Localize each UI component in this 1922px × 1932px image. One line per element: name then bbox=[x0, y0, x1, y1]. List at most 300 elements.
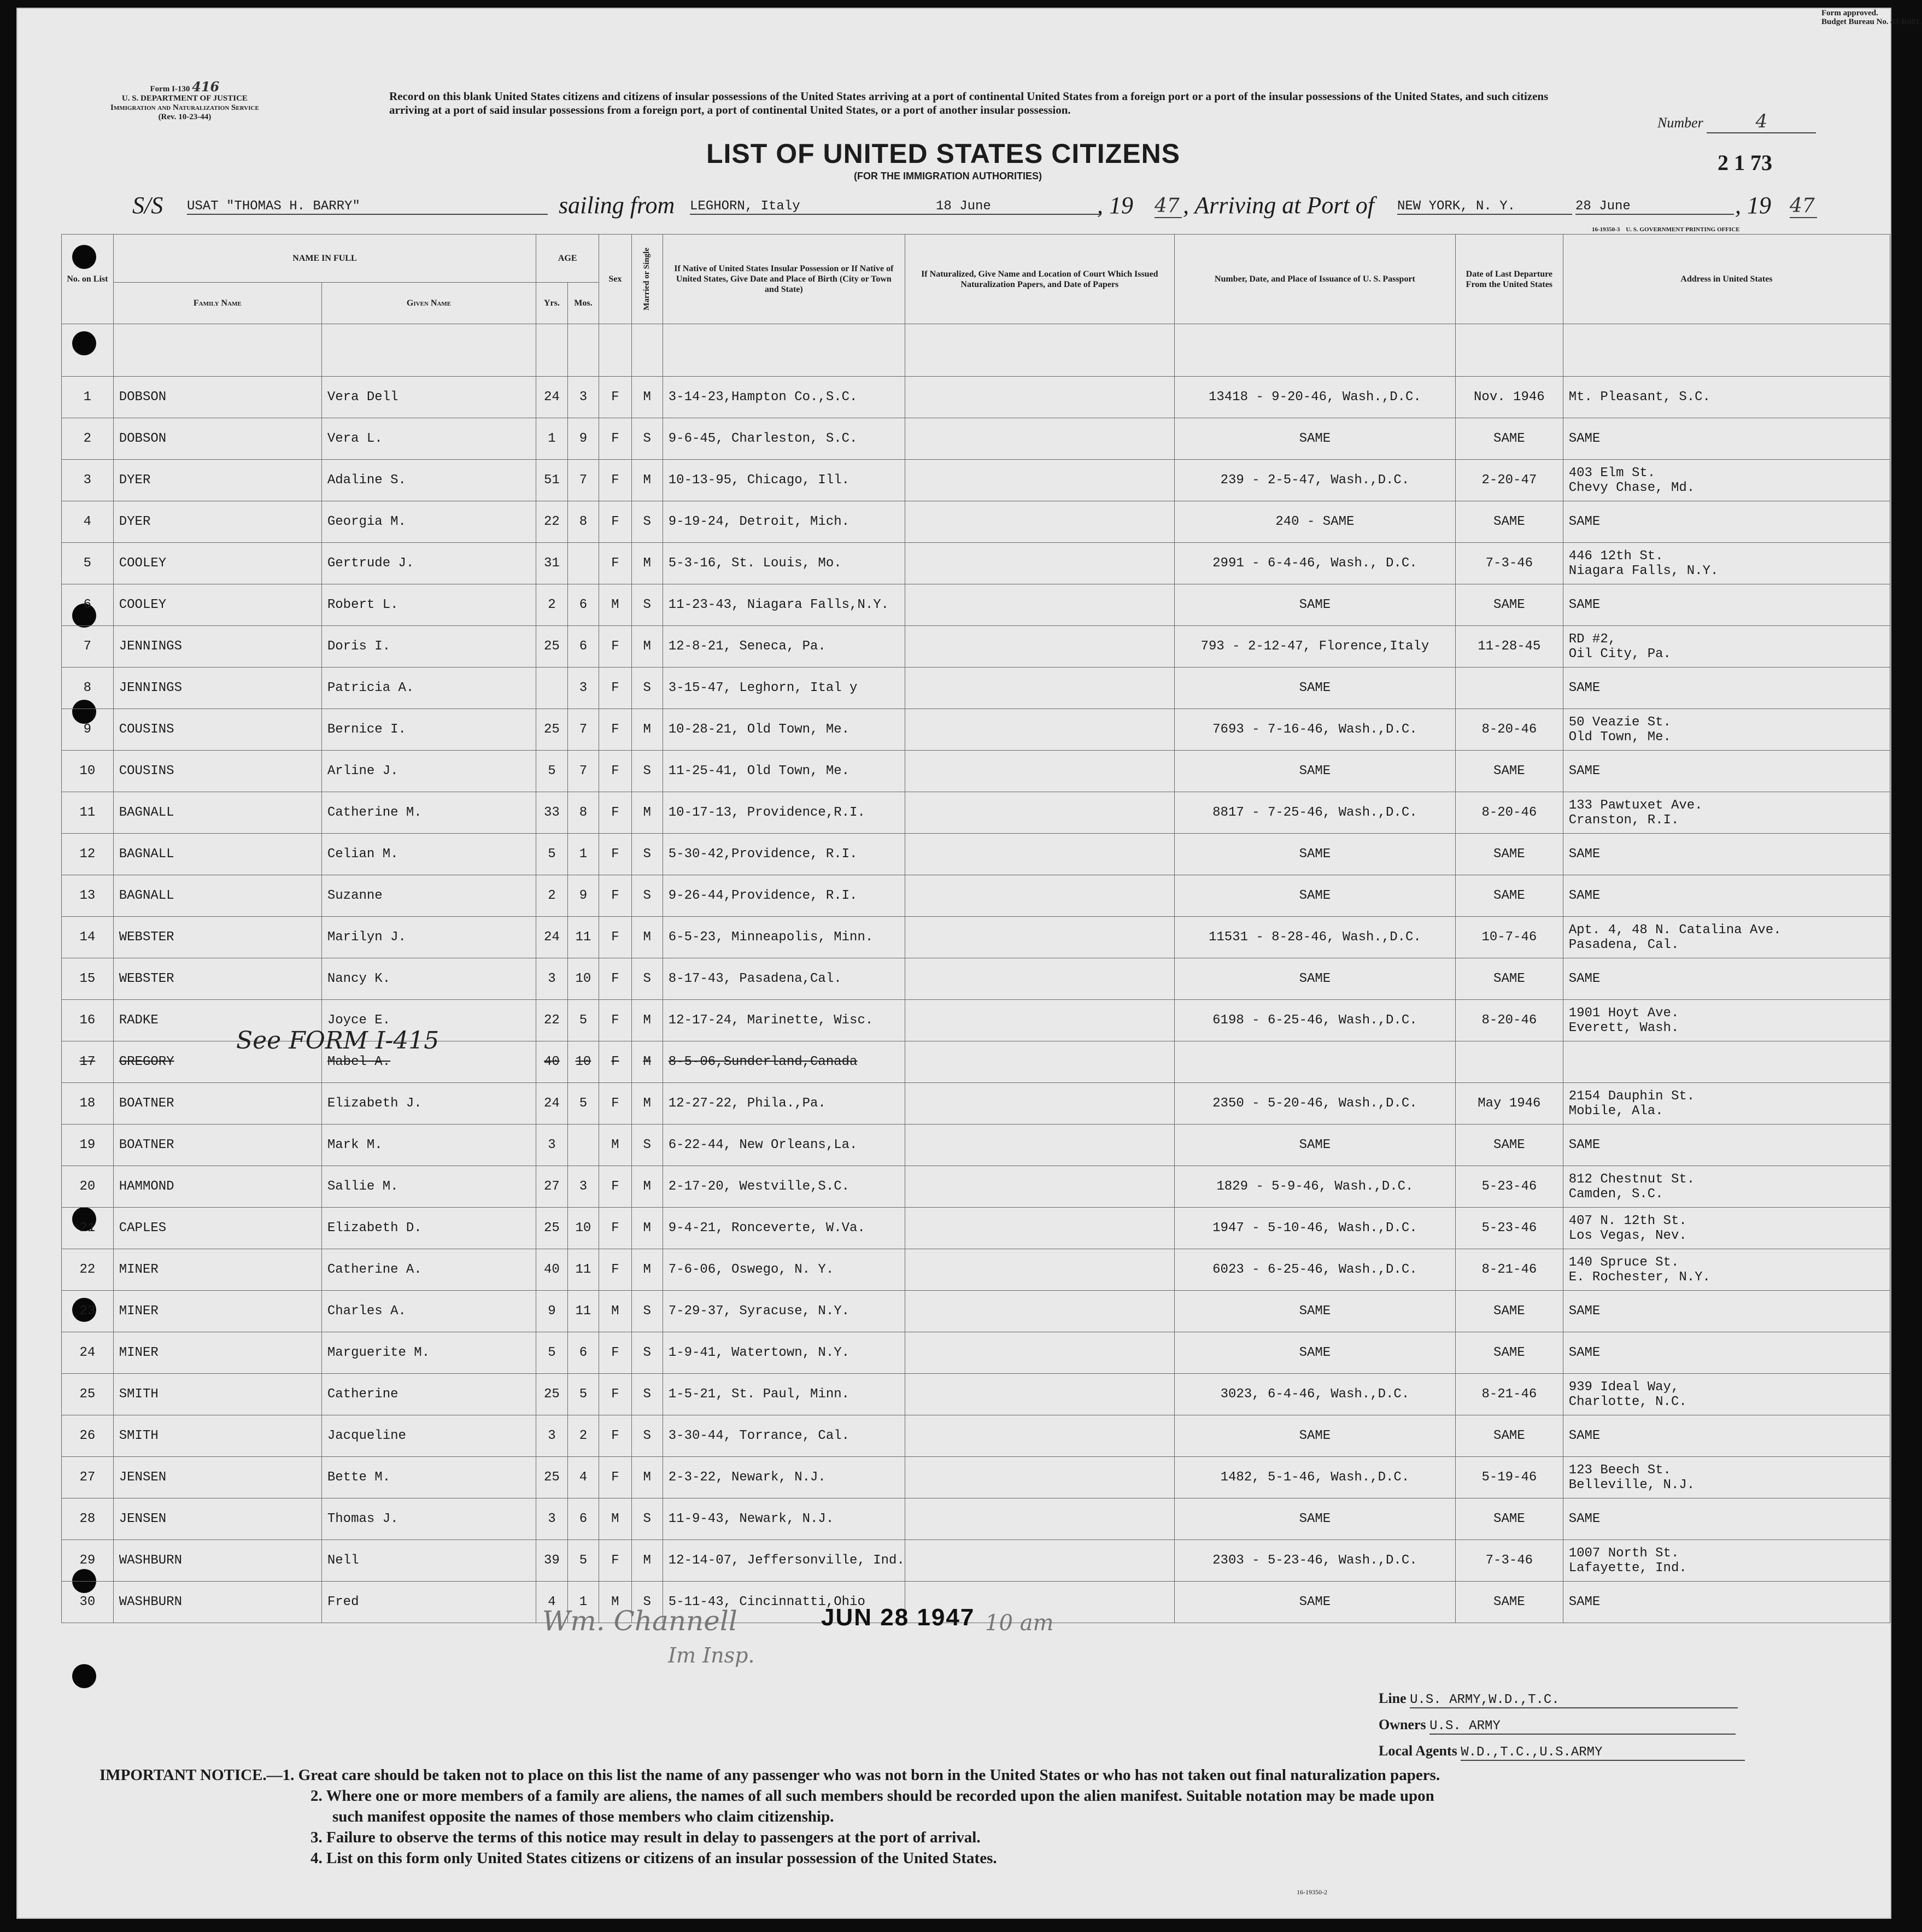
passport-info bbox=[1174, 1041, 1455, 1083]
family-name: COUSINS bbox=[113, 751, 321, 792]
col-mos: Mos. bbox=[567, 283, 599, 324]
age-months: 10 bbox=[567, 1041, 599, 1083]
sex: F bbox=[599, 1457, 631, 1498]
passport-info: SAME bbox=[1174, 668, 1455, 709]
age-years: 25 bbox=[536, 626, 567, 668]
last-departure: 5-23-46 bbox=[1455, 1166, 1563, 1208]
given-name: Arline J. bbox=[321, 751, 536, 792]
marital-status: S bbox=[631, 834, 663, 875]
given-name: Georgia M. bbox=[321, 501, 536, 543]
sex: F bbox=[599, 501, 631, 543]
sex: F bbox=[599, 377, 631, 418]
age-years: 24 bbox=[536, 917, 567, 958]
address-line-1: 50 Veazie St. bbox=[1568, 715, 1671, 730]
table-row bbox=[62, 1457, 1890, 1498]
address-line-2: Chevy Chase, Md. bbox=[1568, 480, 1695, 495]
inspector-signature: Wm. Channell bbox=[542, 1605, 737, 1637]
marital-status: S bbox=[631, 1415, 663, 1457]
age-years: 3 bbox=[536, 1125, 567, 1166]
address-line-2: Lafayette, Ind. bbox=[1568, 1560, 1687, 1576]
birth-info: 1-5-21, St. Paul, Minn. bbox=[663, 1374, 905, 1415]
age-months: 7 bbox=[567, 751, 599, 792]
age-years: 1 bbox=[536, 418, 567, 460]
age-years: 22 bbox=[536, 1000, 567, 1041]
address-line-1: 407 N. 12th St. bbox=[1568, 1213, 1687, 1228]
naturalization-info bbox=[905, 418, 1174, 460]
age-months bbox=[567, 543, 599, 584]
age-years: 24 bbox=[536, 1083, 567, 1125]
family-name: BAGNALL bbox=[113, 834, 321, 875]
naturalization-info bbox=[905, 834, 1174, 875]
last-departure: 8-20-46 bbox=[1455, 709, 1563, 751]
address bbox=[1563, 1249, 1890, 1291]
family-name: DYER bbox=[113, 501, 321, 543]
sex: F bbox=[599, 668, 631, 709]
birth-info: 9-6-45, Charleston, S.C. bbox=[663, 418, 905, 460]
address-line-1: Apt. 4, 48 N. Catalina Ave. bbox=[1568, 922, 1782, 938]
address-line-1: SAME bbox=[1568, 1595, 1601, 1609]
birth-info: 12-17-24, Marinette, Wisc. bbox=[663, 1000, 905, 1041]
naturalization-info bbox=[905, 543, 1174, 584]
address bbox=[1563, 460, 1890, 501]
given-name: Elizabeth D. bbox=[321, 1208, 536, 1249]
row-number: 17 bbox=[62, 1041, 114, 1083]
marital-status: M bbox=[631, 1540, 663, 1582]
marital-status: M bbox=[631, 1166, 663, 1208]
sex: F bbox=[599, 709, 631, 751]
row-number: 9 bbox=[62, 709, 114, 751]
age-months: 6 bbox=[567, 626, 599, 668]
birth-info: 9-19-24, Detroit, Mich. bbox=[663, 501, 905, 543]
arriving-label: , Arriving at Port of bbox=[1183, 192, 1374, 219]
age-months: 5 bbox=[567, 1540, 599, 1582]
address-line-1: 1007 North St. bbox=[1568, 1545, 1679, 1561]
sex: F bbox=[599, 751, 631, 792]
row-number: 30 bbox=[62, 1582, 114, 1623]
table-row bbox=[62, 792, 1890, 834]
age-months: 7 bbox=[567, 709, 599, 751]
address bbox=[1563, 1457, 1890, 1498]
address bbox=[1563, 1000, 1890, 1041]
passport-info: SAME bbox=[1174, 418, 1455, 460]
row-number: 19 bbox=[62, 1125, 114, 1166]
birth-info: 8-5-06,Sunderland,Canada bbox=[663, 1041, 905, 1083]
address-line-1: SAME bbox=[1568, 1512, 1601, 1526]
family-name: MINER bbox=[113, 1332, 321, 1374]
naturalization-info bbox=[905, 1332, 1174, 1374]
sex: M bbox=[599, 1291, 631, 1332]
birth-info: 9-4-21, Ronceverte, W.Va. bbox=[663, 1208, 905, 1249]
last-departure: SAME bbox=[1455, 584, 1563, 626]
marital-status: S bbox=[631, 1291, 663, 1332]
notice-1: 1. Great care should be taken not to place on this list the name of any passenger who was not born in the United States or who has not taken out final naturalization papers. bbox=[282, 1766, 1440, 1784]
family-name: SMITH bbox=[113, 1374, 321, 1415]
table-row bbox=[62, 1498, 1890, 1540]
address bbox=[1563, 1291, 1890, 1332]
row-number: 29 bbox=[62, 1540, 114, 1582]
age-years: 40 bbox=[536, 1041, 567, 1083]
form-handwritten-number: 416 bbox=[192, 79, 220, 95]
inspection-time: 10 am bbox=[985, 1611, 1054, 1636]
sex: M bbox=[599, 584, 631, 626]
age-months: 11 bbox=[567, 1291, 599, 1332]
family-name: BAGNALL bbox=[113, 875, 321, 917]
marital-status: M bbox=[631, 1249, 663, 1291]
family-name: WEBSTER bbox=[113, 958, 321, 1000]
given-name: Bette M. bbox=[321, 1457, 536, 1498]
marital-status: M bbox=[631, 792, 663, 834]
naturalization-info bbox=[905, 1083, 1174, 1125]
family-name: CAPLES bbox=[113, 1208, 321, 1249]
age-years: 5 bbox=[536, 1332, 567, 1374]
last-departure: May 1946 bbox=[1455, 1083, 1563, 1125]
sex: F bbox=[599, 543, 631, 584]
line-label: Line bbox=[1379, 1690, 1407, 1706]
last-departure: 8-20-46 bbox=[1455, 792, 1563, 834]
sex: F bbox=[599, 1166, 631, 1208]
row-number: 24 bbox=[62, 1332, 114, 1374]
family-name: DOBSON bbox=[113, 377, 321, 418]
manifest-page bbox=[16, 8, 1922, 1919]
birth-info: 3-15-47, Leghorn, Ital y bbox=[663, 668, 905, 709]
address-line-2: E. Rochester, N.Y. bbox=[1568, 1269, 1710, 1285]
age-years: 5 bbox=[536, 751, 567, 792]
passport-info: SAME bbox=[1174, 751, 1455, 792]
given-name: Robert L. bbox=[321, 584, 536, 626]
family-name: BAGNALL bbox=[113, 792, 321, 834]
table-row bbox=[62, 709, 1890, 751]
row-number: 8 bbox=[62, 668, 114, 709]
passport-info: 6023 - 6-25-46, Wash.,D.C. bbox=[1174, 1249, 1455, 1291]
marital-status: M bbox=[631, 377, 663, 418]
address-line-2: Cranston, R.I. bbox=[1568, 812, 1679, 828]
marital-status: S bbox=[631, 668, 663, 709]
passenger-rows bbox=[62, 377, 1890, 1623]
address bbox=[1563, 709, 1890, 751]
col-yrs: Yrs. bbox=[536, 283, 567, 324]
passport-info: 1947 - 5-10-46, Wash.,D.C. bbox=[1174, 1208, 1455, 1249]
passport-info: 2991 - 6-4-46, Wash., D.C. bbox=[1174, 543, 1455, 584]
last-departure: SAME bbox=[1455, 1582, 1563, 1623]
blank-spacer-row bbox=[62, 324, 1890, 377]
passport-info: 2303 - 5-23-46, Wash.,D.C. bbox=[1174, 1540, 1455, 1582]
address bbox=[1563, 792, 1890, 834]
birth-info: 3-30-44, Torrance, Cal. bbox=[663, 1415, 905, 1457]
given-name: Nancy K. bbox=[321, 958, 536, 1000]
table-row bbox=[62, 1291, 1890, 1332]
address-line-1: 403 Elm St. bbox=[1568, 465, 1656, 481]
family-name: DOBSON bbox=[113, 418, 321, 460]
given-name: Catherine M. bbox=[321, 792, 536, 834]
last-departure: SAME bbox=[1455, 1332, 1563, 1374]
row-number: 25 bbox=[62, 1374, 114, 1415]
age-years: 4 bbox=[536, 1582, 567, 1623]
age-months: 7 bbox=[567, 460, 599, 501]
see-form-note: See FORM I-415 bbox=[236, 1027, 440, 1055]
naturalization-info bbox=[905, 668, 1174, 709]
marital-status: M bbox=[631, 1457, 663, 1498]
naturalization-info bbox=[905, 1457, 1174, 1498]
col-sex: Sex bbox=[599, 235, 631, 324]
address-line-1: SAME bbox=[1568, 1304, 1601, 1319]
row-number: 11 bbox=[62, 792, 114, 834]
age-years: 24 bbox=[536, 377, 567, 418]
sex: F bbox=[599, 1374, 631, 1415]
address bbox=[1563, 418, 1890, 460]
birth-info: 5-30-42,Providence, R.I. bbox=[663, 834, 905, 875]
last-departure: SAME bbox=[1455, 1415, 1563, 1457]
address bbox=[1563, 1208, 1890, 1249]
number-value: 4 bbox=[1707, 110, 1816, 133]
passport-info: 240 - SAME bbox=[1174, 501, 1455, 543]
age-years: 51 bbox=[536, 460, 567, 501]
family-name: BOATNER bbox=[113, 1083, 321, 1125]
address-line-1: SAME bbox=[1568, 514, 1601, 529]
naturalization-info bbox=[905, 626, 1174, 668]
address bbox=[1563, 917, 1890, 958]
address bbox=[1563, 1374, 1890, 1415]
address bbox=[1563, 1332, 1890, 1374]
arrival-date-stamp: JUN 28 1947 bbox=[821, 1604, 975, 1631]
age-months: 2 bbox=[567, 1415, 599, 1457]
last-departure: 5-19-46 bbox=[1455, 1457, 1563, 1498]
family-name: MINER bbox=[113, 1249, 321, 1291]
sex: F bbox=[599, 1208, 631, 1249]
address-line-1: RD #2, bbox=[1568, 631, 1616, 647]
row-number: 23 bbox=[62, 1291, 114, 1332]
address-line-1: SAME bbox=[1568, 1428, 1601, 1443]
table-row bbox=[62, 501, 1890, 543]
marital-status: S bbox=[631, 875, 663, 917]
agents-label: Local Agents bbox=[1379, 1743, 1457, 1759]
passport-info: SAME bbox=[1174, 875, 1455, 917]
age-years: 25 bbox=[536, 709, 567, 751]
naturalization-info bbox=[905, 875, 1174, 917]
age-months: 5 bbox=[567, 1374, 599, 1415]
naturalization-info bbox=[905, 1208, 1174, 1249]
birth-info: 10-13-95, Chicago, Ill. bbox=[663, 460, 905, 501]
given-name: Marguerite M. bbox=[321, 1332, 536, 1374]
table-row bbox=[62, 958, 1890, 1000]
given-name: Mabel A. bbox=[321, 1041, 536, 1083]
address bbox=[1563, 1125, 1890, 1166]
address-line-1: SAME bbox=[1568, 764, 1601, 778]
line-field bbox=[1379, 1690, 1738, 1708]
naturalization-info bbox=[905, 460, 1174, 501]
age-months: 8 bbox=[567, 501, 599, 543]
sex: F bbox=[599, 1332, 631, 1374]
family-name: HAMMOND bbox=[113, 1166, 321, 1208]
sex: F bbox=[599, 1000, 631, 1041]
table-row bbox=[62, 377, 1890, 418]
address-line-1: SAME bbox=[1568, 971, 1601, 986]
address bbox=[1563, 584, 1890, 626]
record-instructions: Record on this blank United States citizens and citizens of insular possessions of the United States arriving at a port of continental United States from a foreign port or a port of the insular possessions of the United States, and such citizens arriving at a port of said insular possessions from a foreign port, a port of continental United States, or a port of another insular possession. bbox=[389, 90, 1549, 116]
address-line-1: 123 Beech St. bbox=[1568, 1462, 1671, 1478]
sex: F bbox=[599, 1041, 631, 1083]
address-line-1: SAME bbox=[1568, 431, 1601, 446]
gpo-text: U. S. GOVERNMENT PRINTING OFFICE bbox=[1626, 226, 1740, 233]
age-years: 25 bbox=[536, 1457, 567, 1498]
form-revision: (Rev. 10-23-44) bbox=[158, 113, 212, 121]
sex: F bbox=[599, 1083, 631, 1125]
family-name: JENSEN bbox=[113, 1457, 321, 1498]
owners-label: Owners bbox=[1379, 1717, 1426, 1732]
given-name: Catherine bbox=[321, 1374, 536, 1415]
last-departure: SAME bbox=[1455, 1125, 1563, 1166]
address bbox=[1563, 958, 1890, 1000]
address-line-1: 446 12th St. bbox=[1568, 548, 1663, 564]
address bbox=[1563, 543, 1890, 584]
page-reference: 2 1 73 bbox=[1718, 150, 1772, 175]
marital-status: S bbox=[631, 1498, 663, 1540]
table-row bbox=[62, 1415, 1890, 1457]
passport-info: SAME bbox=[1174, 1332, 1455, 1374]
family-name: COOLEY bbox=[113, 543, 321, 584]
table-row bbox=[62, 668, 1890, 709]
address-line-1: 2154 Dauphin St. bbox=[1568, 1088, 1695, 1104]
age-years: 5 bbox=[536, 834, 567, 875]
page-title: LIST OF UNITED STATES CITIZENS bbox=[706, 138, 1181, 169]
address-line-1: SAME bbox=[1568, 888, 1601, 903]
family-name: WASHBURN bbox=[113, 1540, 321, 1582]
col-family-name: Family Name bbox=[113, 283, 321, 324]
address-line-1: 939 Ideal Way, bbox=[1568, 1379, 1679, 1395]
budget-bureau-text: Budget Bureau No. 43-R081. bbox=[1821, 17, 1922, 26]
given-name: Adaline S. bbox=[321, 460, 536, 501]
notice-4: 4. List on this form only United States citizens or citizens of an insular possession of the United States. bbox=[310, 1849, 997, 1867]
given-name: Bernice I. bbox=[321, 709, 536, 751]
row-number: 16 bbox=[62, 1000, 114, 1041]
address-line-1: SAME bbox=[1568, 1138, 1601, 1152]
naturalization-info bbox=[905, 917, 1174, 958]
col-passport: Number, Date, and Place of Issuance of U. S. Passport bbox=[1174, 235, 1455, 324]
agents-field bbox=[1379, 1743, 1745, 1761]
sex: F bbox=[599, 792, 631, 834]
passport-info: SAME bbox=[1174, 1125, 1455, 1166]
address bbox=[1563, 1498, 1890, 1540]
given-name: Thomas J. bbox=[321, 1498, 536, 1540]
naturalization-info bbox=[905, 1041, 1174, 1083]
address-line-2: Mobile, Ala. bbox=[1568, 1103, 1663, 1119]
address-line-2: Old Town, Me. bbox=[1568, 729, 1671, 745]
passport-info: 3023, 6-4-46, Wash.,D.C. bbox=[1174, 1374, 1455, 1415]
age-years: 25 bbox=[536, 1208, 567, 1249]
age-months bbox=[567, 1125, 599, 1166]
row-number: 13 bbox=[62, 875, 114, 917]
age-months: 1 bbox=[567, 834, 599, 875]
family-name: JENNINGS bbox=[113, 668, 321, 709]
age-months: 1 bbox=[567, 1582, 599, 1623]
department-name: U. S. DEPARTMENT OF JUSTICE bbox=[121, 94, 248, 103]
row-number: 12 bbox=[62, 834, 114, 875]
table-row bbox=[62, 1125, 1890, 1166]
address bbox=[1563, 1166, 1890, 1208]
birth-info: 1-9-41, Watertown, N.Y. bbox=[663, 1332, 905, 1374]
age-months: 8 bbox=[567, 792, 599, 834]
page-subtitle: (FOR THE IMMIGRATION AUTHORITIES) bbox=[854, 171, 1042, 182]
passport-info: SAME bbox=[1174, 834, 1455, 875]
last-departure: SAME bbox=[1455, 418, 1563, 460]
age-months: 10 bbox=[567, 958, 599, 1000]
notice-3: 3. Failure to observe the terms of this notice may result in delay to passengers at the port of arrival. bbox=[310, 1829, 981, 1846]
address bbox=[1563, 668, 1890, 709]
col-age: AGE bbox=[536, 235, 599, 283]
address bbox=[1563, 626, 1890, 668]
family-name: SMITH bbox=[113, 1415, 321, 1457]
table-row bbox=[62, 917, 1890, 958]
age-months: 4 bbox=[567, 1457, 599, 1498]
naturalization-info bbox=[905, 1166, 1174, 1208]
table-row bbox=[62, 584, 1890, 626]
age-years bbox=[536, 668, 567, 709]
address bbox=[1563, 1540, 1890, 1582]
age-months: 6 bbox=[567, 1332, 599, 1374]
passport-info: 13418 - 9-20-46, Wash.,D.C. bbox=[1174, 377, 1455, 418]
notice-title: IMPORTANT NOTICE.— bbox=[99, 1766, 283, 1784]
age-years: 25 bbox=[536, 1374, 567, 1415]
table-row bbox=[62, 460, 1890, 501]
form-approved-text: Form approved. bbox=[1821, 9, 1878, 17]
birth-info: 5-11-43, Cincinnatti,Ohio bbox=[663, 1582, 905, 1623]
address-line-1: 1901 Hoyt Ave. bbox=[1568, 1005, 1679, 1021]
sex: F bbox=[599, 1249, 631, 1291]
given-name: Sallie M. bbox=[321, 1166, 536, 1208]
last-departure: SAME bbox=[1455, 834, 1563, 875]
table-row bbox=[62, 751, 1890, 792]
table-row bbox=[62, 543, 1890, 584]
age-years: 22 bbox=[536, 501, 567, 543]
marital-status: S bbox=[631, 418, 663, 460]
important-notice bbox=[99, 1765, 1440, 1869]
departure-port: LEGHORN, Italy bbox=[690, 199, 936, 215]
given-name: Jacqueline bbox=[321, 1415, 536, 1457]
marital-status: S bbox=[631, 1374, 663, 1415]
sex: F bbox=[599, 460, 631, 501]
col-married-single-label: Married or Single bbox=[642, 248, 652, 311]
age-years: 9 bbox=[536, 1291, 567, 1332]
row-number: 3 bbox=[62, 460, 114, 501]
birth-info: 9-26-44,Providence, R.I. bbox=[663, 875, 905, 917]
naturalization-info bbox=[905, 501, 1174, 543]
row-number: 4 bbox=[62, 501, 114, 543]
sex: F bbox=[599, 418, 631, 460]
form-header bbox=[110, 79, 259, 122]
passport-info: 793 - 2-12-47, Florence,Italy bbox=[1174, 626, 1455, 668]
number-field bbox=[1657, 110, 1816, 133]
given-name: Marilyn J. bbox=[321, 917, 536, 958]
departure-year-prefix: , 19 bbox=[1097, 192, 1133, 219]
last-departure bbox=[1455, 668, 1563, 709]
marital-status: S bbox=[631, 958, 663, 1000]
age-years: 40 bbox=[536, 1249, 567, 1291]
address-line-2: Oil City, Pa. bbox=[1568, 646, 1671, 661]
age-years: 31 bbox=[536, 543, 567, 584]
age-months: 6 bbox=[567, 584, 599, 626]
family-name: DYER bbox=[113, 460, 321, 501]
last-departure: SAME bbox=[1455, 751, 1563, 792]
sex: F bbox=[599, 834, 631, 875]
table-row bbox=[62, 834, 1890, 875]
birth-info: 7-6-06, Oswego, N. Y. bbox=[663, 1249, 905, 1291]
last-departure: 8-21-46 bbox=[1455, 1374, 1563, 1415]
age-years: 33 bbox=[536, 792, 567, 834]
passport-info: 8817 - 7-25-46, Wash.,D.C. bbox=[1174, 792, 1455, 834]
row-number: 21 bbox=[62, 1208, 114, 1249]
last-departure bbox=[1455, 1041, 1563, 1083]
address-line-2: Los Vegas, Nev. bbox=[1568, 1228, 1687, 1243]
table-row bbox=[62, 626, 1890, 668]
